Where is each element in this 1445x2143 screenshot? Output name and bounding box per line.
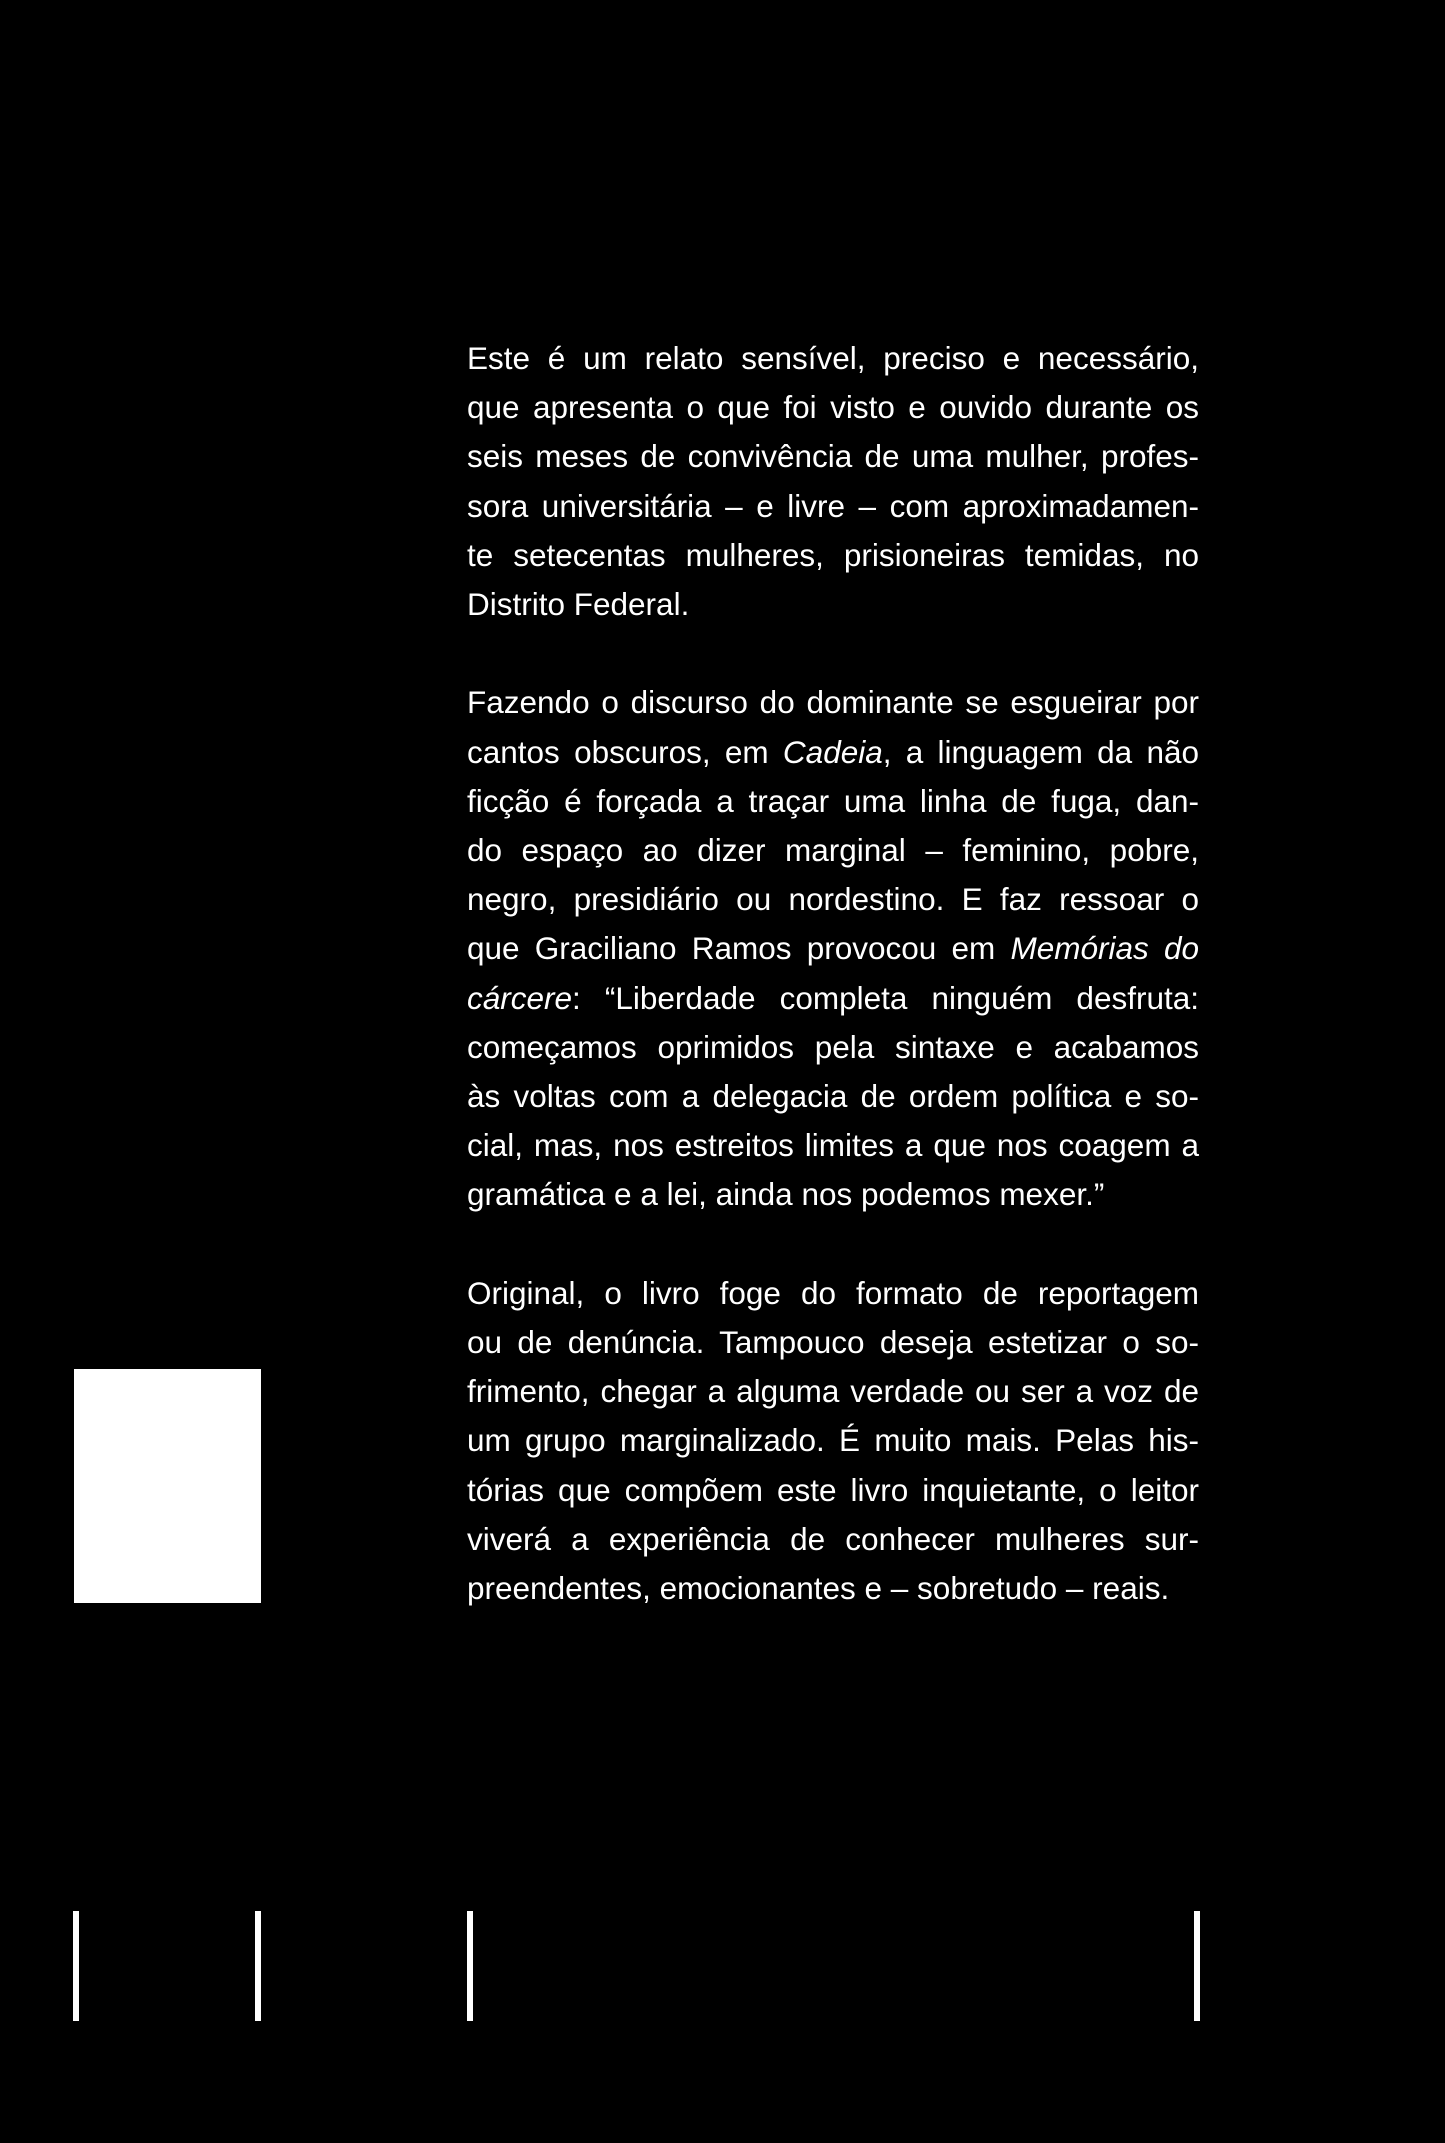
text-line: frimento, chegar a alguma verdade ou ser a voz de [467,1373,1199,1410]
text-fragment: cantos obscuros, em [467,733,783,770]
text-line: Fazendo o discurso do dominante se esgueirar por [467,684,1199,721]
text-line: preendentes, emocionantes e – sobretudo – reais. [467,1570,1170,1607]
text-line: um grupo marginalizado. É muito mais. Pelas his- [467,1422,1199,1459]
text-line: te setecentas mulheres, prisioneiras temidas, no [467,536,1199,573]
text-line: negro, presidiário ou nordestino. E faz ressoar o [467,881,1199,918]
vertical-rule [1194,1911,1200,2021]
text-line: que apresenta o que foi visto e ouvido durante os [467,389,1199,426]
book-title-carcere: cárcere [467,979,573,1016]
text-line [467,924,1199,973]
text-line: começamos oprimidos pela sintaxe e acabamos [467,1028,1199,1065]
text-fragment: , a linguagem da não [882,733,1199,770]
text-line: ou de denúncia. Tampouco deseja estetizar o so- [467,1324,1199,1361]
text-line [467,974,1199,1023]
text-line: às voltas com a delegacia de ordem política e so- [467,1078,1199,1115]
text-line: viverá a experiência de conhecer mulheres sur- [467,1520,1199,1557]
text-line: cial, mas, nos estreitos limites a que nos coagem a [467,1127,1199,1164]
text-line [467,728,1199,777]
synopsis-paragraph-1 [467,334,1199,629]
vertical-rule [255,1911,261,2021]
barcode-area [74,1369,261,1603]
synopsis-text [467,334,1199,1613]
text-fragment: que Graciliano Ramos provocou em [467,930,1011,967]
book-title-cadeia: Cadeia [782,733,883,770]
book-title-memorias: Memórias do [1010,930,1199,967]
synopsis-paragraph-2 [467,678,1199,1219]
text-line: Este é um relato sensível, preciso e necessário, [467,340,1199,376]
text-line: tórias que compõem este livro inquietante, o leitor [467,1471,1199,1508]
text-line: ficção é forçada a traçar uma linha de fuga, dan- [467,782,1199,819]
text-line: gramática e a lei, ainda nos podemos mexer.” [467,1176,1105,1213]
text-line: seis meses de convivência de uma mulher, profes- [467,438,1199,475]
text-line: Original, o livro foge do formato de reportagem [467,1274,1199,1311]
vertical-rule [73,1911,79,2021]
text-fragment: : “Liberdade completa ninguém desfruta: [572,979,1199,1016]
vertical-rule [467,1911,473,2021]
text-line: do espaço ao dizer marginal – feminino, pobre, [467,832,1199,869]
text-line: sora universitária – e livre – com aproximadamen- [467,487,1199,524]
text-line: Distrito Federal. [467,586,690,623]
synopsis-paragraph-3 [467,1269,1199,1613]
